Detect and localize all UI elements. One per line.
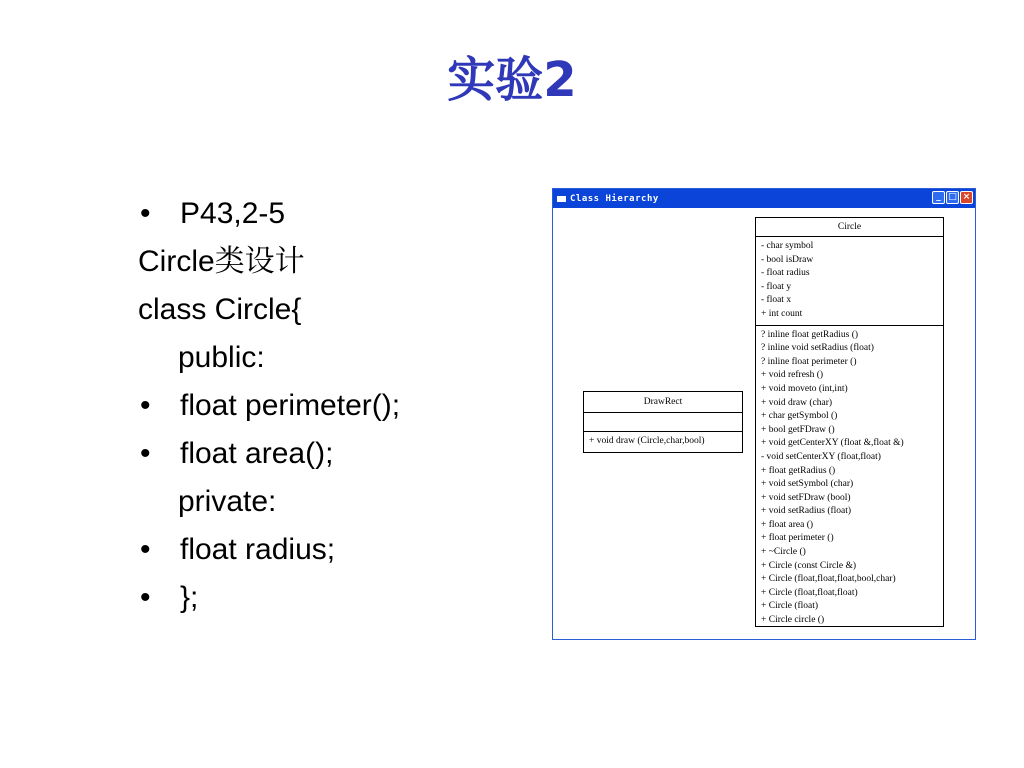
bullet-icon: • [140,389,151,422]
bullet-icon: • [140,581,151,614]
body-line [138,334,538,382]
body-line-text: private: [178,485,277,518]
circle-class-name: Circle [756,218,943,237]
uml-attribute: + int count [761,308,803,319]
body-line-text: public: [178,341,265,374]
bullet-icon: • [140,437,151,470]
slide-body [138,190,538,622]
uml-attribute: - bool isDraw [761,254,814,265]
body-line-text: Circle类设计 [138,245,305,278]
uml-method: + void refresh () [761,370,824,381]
uml-method: + char getSymbol () [761,411,838,422]
uml-method: + void setFDraw (bool) [761,492,851,503]
uml-method: + void moveto (int,int) [761,383,848,394]
body-line [138,526,538,574]
drawrect-attributes [584,413,742,432]
uml-method: ? inline void setRadius (float) [761,343,874,354]
app-icon [557,196,566,202]
class-hierarchy-window [552,188,976,640]
body-line [138,382,538,430]
body-line-text: }; [180,581,199,614]
body-line [138,238,538,286]
body-line [138,574,538,622]
circle-attributes [756,237,943,326]
uml-method: + Circle (float,float,float,bool,char) [761,574,896,585]
close-button[interactable]: × [960,191,973,204]
uml-method: + Circle circle () [761,615,825,626]
uml-method: + void draw (char) [761,397,833,408]
bullet-icon: • [140,197,151,230]
uml-method: + float area () [761,519,814,530]
uml-method: + ~Circle () [761,547,806,558]
body-line [138,190,538,238]
drawrect-class-name: DrawRect [584,392,742,413]
body-line-text: float perimeter(); [180,389,401,422]
bullet-icon: • [140,533,151,566]
drawrect-class-box[interactable] [583,391,743,453]
uml-method: + void draw (Circle,char,bool) [589,436,705,446]
circle-class-box[interactable] [755,217,944,627]
window-title: Class Hierarchy [570,193,659,204]
uml-method: + Circle (float,float,float) [761,587,858,598]
uml-method: + void getCenterXY (float &,float &) [761,438,904,449]
body-line [138,286,538,334]
window-titlebar[interactable] [553,189,975,208]
uml-method: ? inline float perimeter () [761,356,857,367]
uml-attribute: - float x [761,295,792,306]
uml-method: + Circle (const Circle &) [761,560,857,571]
uml-method: - void setCenterXY (float,float) [761,451,881,462]
uml-method: + float getRadius () [761,465,836,476]
uml-attribute: - char symbol [761,241,814,251]
body-line [138,478,538,526]
uml-method: ? inline float getRadius () [761,329,859,340]
uml-method: + float perimeter () [761,533,834,544]
uml-method: + Circle (float) [761,601,819,612]
uml-attribute: - float radius [761,268,810,279]
uml-method: + bool getFDraw () [761,424,835,435]
body-line-text: class Circle{ [138,293,302,326]
circle-methods [756,326,943,631]
uml-attribute: - float y [761,281,792,292]
body-line-text: P43,2-5 [180,197,286,230]
maximize-button[interactable]: □ [946,191,959,204]
drawrect-methods [584,432,742,452]
slide-title: 实验2 [447,52,577,108]
minimize-button[interactable]: _ [932,191,945,204]
uml-method: + void setSymbol (char) [761,479,854,490]
body-line-text: float radius; [180,533,336,566]
uml-method: + void setRadius (float) [761,506,852,517]
body-line-text: float area(); [180,437,334,470]
body-line [138,430,538,478]
